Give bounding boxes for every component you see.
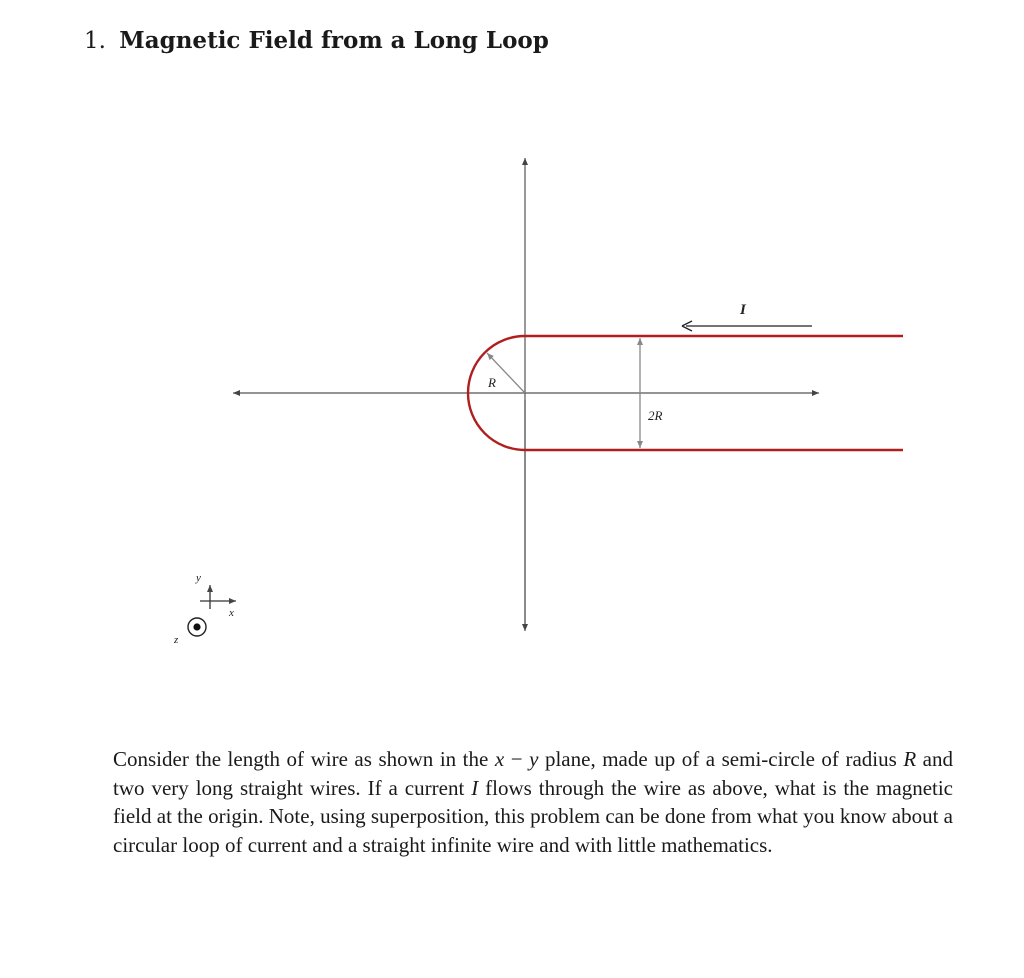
- minus-sign: −: [504, 747, 530, 771]
- var-x: x: [494, 747, 505, 771]
- var-y: y: [529, 747, 539, 771]
- triad-z-label: z: [174, 634, 179, 646]
- body-text-4: flows through the wire as above, what is the magnetic field at the origin. Note, using superposition, this problem can be done from what you know about a circular loop of current and a straight infinite wire and with little mathematics.: [113, 775, 954, 857]
- problem-body: [113, 745, 953, 859]
- body-text-3: and two very long straight wires. If a current: [113, 747, 953, 800]
- width-label: 2R: [648, 408, 663, 423]
- current-label: I: [740, 302, 746, 318]
- triad-x-label: x: [229, 607, 234, 619]
- arrow-left-icon: [682, 321, 812, 331]
- out-of-page-icon: [188, 618, 206, 636]
- problem-number: 1.: [84, 28, 106, 54]
- axis-triad: [173, 572, 236, 646]
- problem-title: Magnetic Field from a Long Loop: [119, 27, 549, 54]
- var-I: I: [471, 775, 479, 800]
- var-R: R: [903, 747, 917, 771]
- triad-y-label: y: [196, 572, 201, 584]
- radius-label: R: [488, 375, 496, 390]
- body-text-1: Consider the length of wire as shown in the: [113, 747, 495, 771]
- body-text-2: plane, made up of a semi-circle of radius: [538, 747, 904, 771]
